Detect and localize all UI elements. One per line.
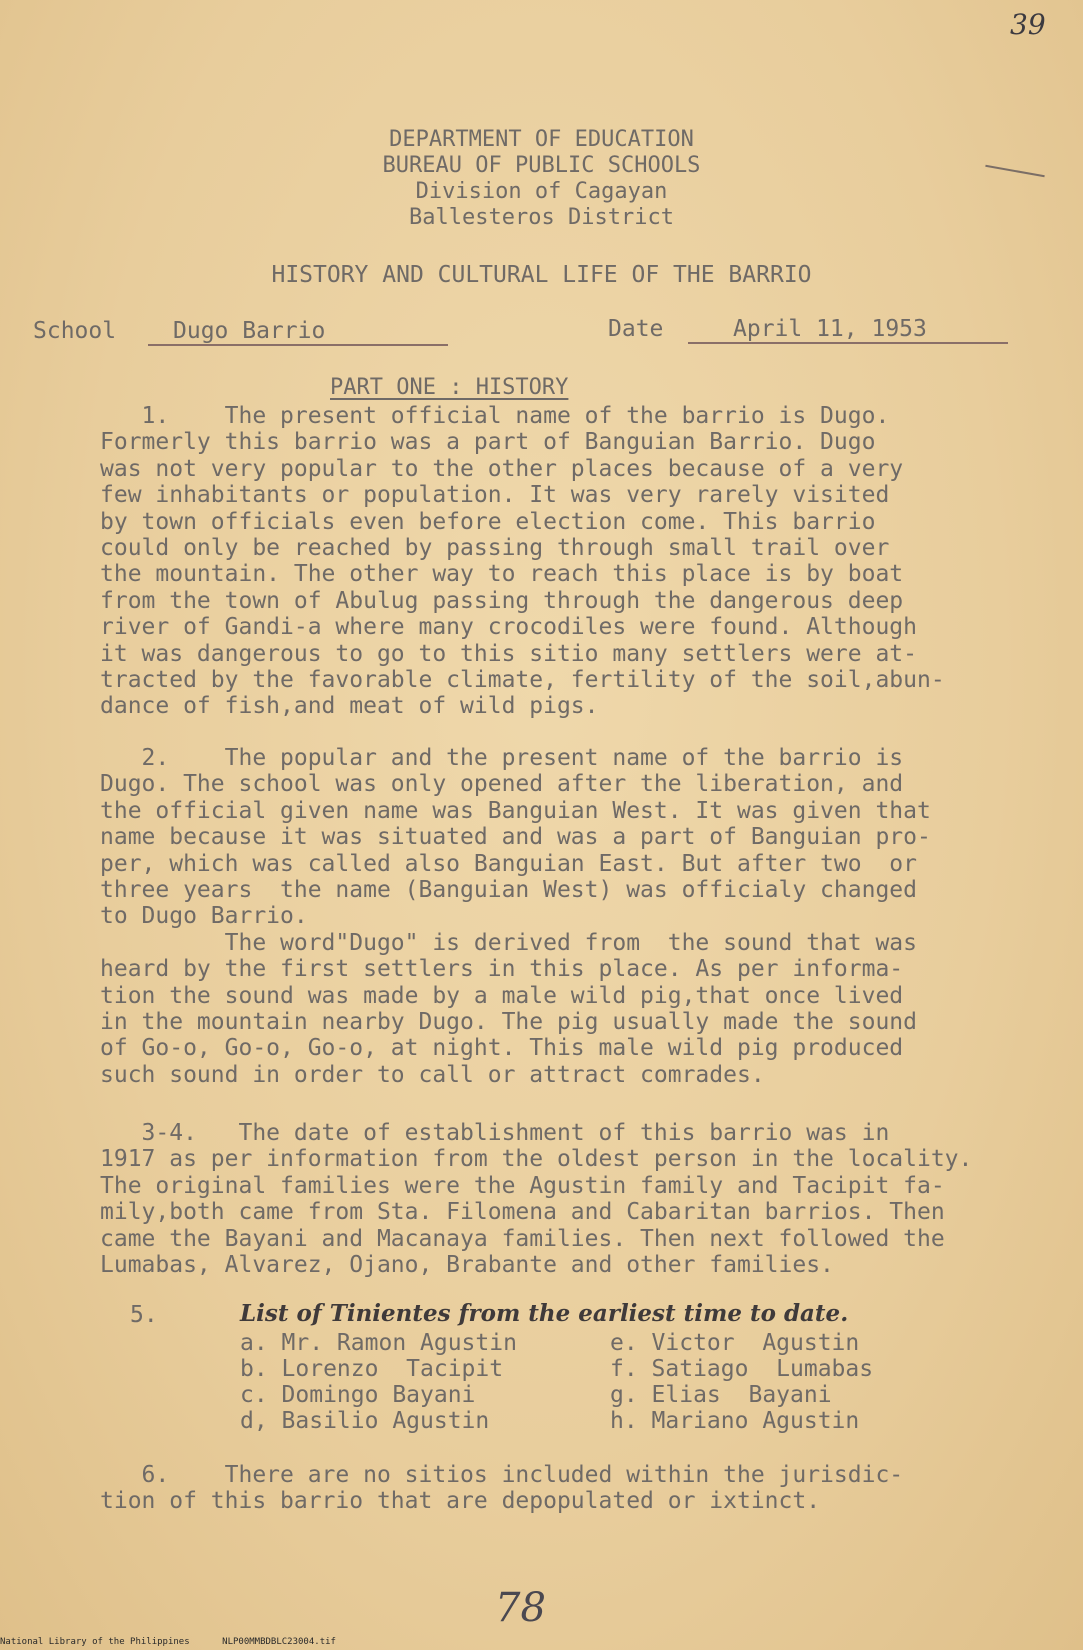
page-number-mark: 39 — [1010, 8, 1046, 41]
header-division: Division of Cagayan — [415, 179, 668, 204]
list-title: List of Tinientes from the earliest time to date. — [240, 1300, 849, 1327]
list-item: f. Satiago Lumabas — [610, 1356, 874, 1382]
paragraph-2: 2. The popular and the present name of the barrio is Dugo. The school was only opened after the liberation, and the official given name was Banguian West. It was given that name because it was situated and was a part of Banguian pro- per, which was called also Banguian East. But after two or three years the name (Banguian West) was officialy changed to Dugo Barrio. The word"Dugo" is derived from the sound that was heard by the first settlers in this place. As per informa- tion the sound was made by a male wild pig,that once lived in the mountain nearby Dugo. The pig usually made the sound of Go-o, Go-o, Go-o, at night. This male wild pig produced such sound in order to call or attract comrades. — [100, 745, 931, 1088]
list-item: g. Elias Bayani — [610, 1382, 832, 1408]
bottom-number-mark: 78 — [495, 1585, 546, 1631]
list-item: d, Basilio Agustin — [240, 1408, 490, 1434]
list-item: c. Domingo Bayani — [240, 1382, 476, 1408]
school-value: Dugo Barrio — [148, 318, 448, 346]
date-label: Date — [608, 316, 664, 342]
document-title: HISTORY AND CULTURAL LIFE OF THE BARRIO — [271, 262, 812, 288]
list-item: a. Mr. Ramon Agustin — [240, 1330, 517, 1356]
school-label: School — [33, 318, 117, 344]
list-item: h. Mariano Agustin — [610, 1408, 860, 1434]
paragraph-1: 1. The present official name of the barrio is Dugo. Formerly this barrio was a part of Banguian Barrio. Dugo was not very popular to the other places because of a very few inhabitants or population. It was very rarely visited by town officials even before election come. This barrio could only be reached by passing through small trail over the mountain. The other way to reach this place is by boat from the town of Abulug passing through the dangerous deep river of Gandi-a where many crocodiles were found. Although it was dangerous to go to this sitio many settlers were at- tracted by the favorable climate, fertility of the soil,abun- dance of fish,and meat of wild pigs. — [100, 403, 945, 720]
header-department: DEPARTMENT OF EDUCATION — [389, 127, 694, 152]
list-item: b. Lorenzo Tacipit — [240, 1356, 504, 1382]
paragraph-3-4: 3-4. The date of establishment of this barrio was in 1917 as per information from the oldest person in the locality. The original families were the Agustin family and Tacipit fa- mily,both came from Sta. Filomena and Cabaritan barrios. Then came the Bayani and Macanaya families. Then next followed the Lumabas, Alvarez, Ojano, Brabante and other families. — [100, 1120, 973, 1279]
list-number: 5. — [130, 1302, 158, 1328]
header-district: Ballesteros District — [409, 205, 674, 230]
part-heading: PART ONE : HISTORY — [330, 375, 569, 400]
paragraph-6: 6. There are no sitios included within the jurisdic- tion of this barrio that are depopulated or ixtinct. — [100, 1462, 904, 1515]
footer-caption: National Library of the Philippines NLP00MMBDBLC23004.tif — [0, 1637, 336, 1647]
date-value: April 11, 1953 — [688, 316, 1008, 344]
header-bureau: BUREAU OF PUBLIC SCHOOLS — [382, 153, 701, 178]
list-item: e. Victor Agustin — [610, 1330, 860, 1356]
